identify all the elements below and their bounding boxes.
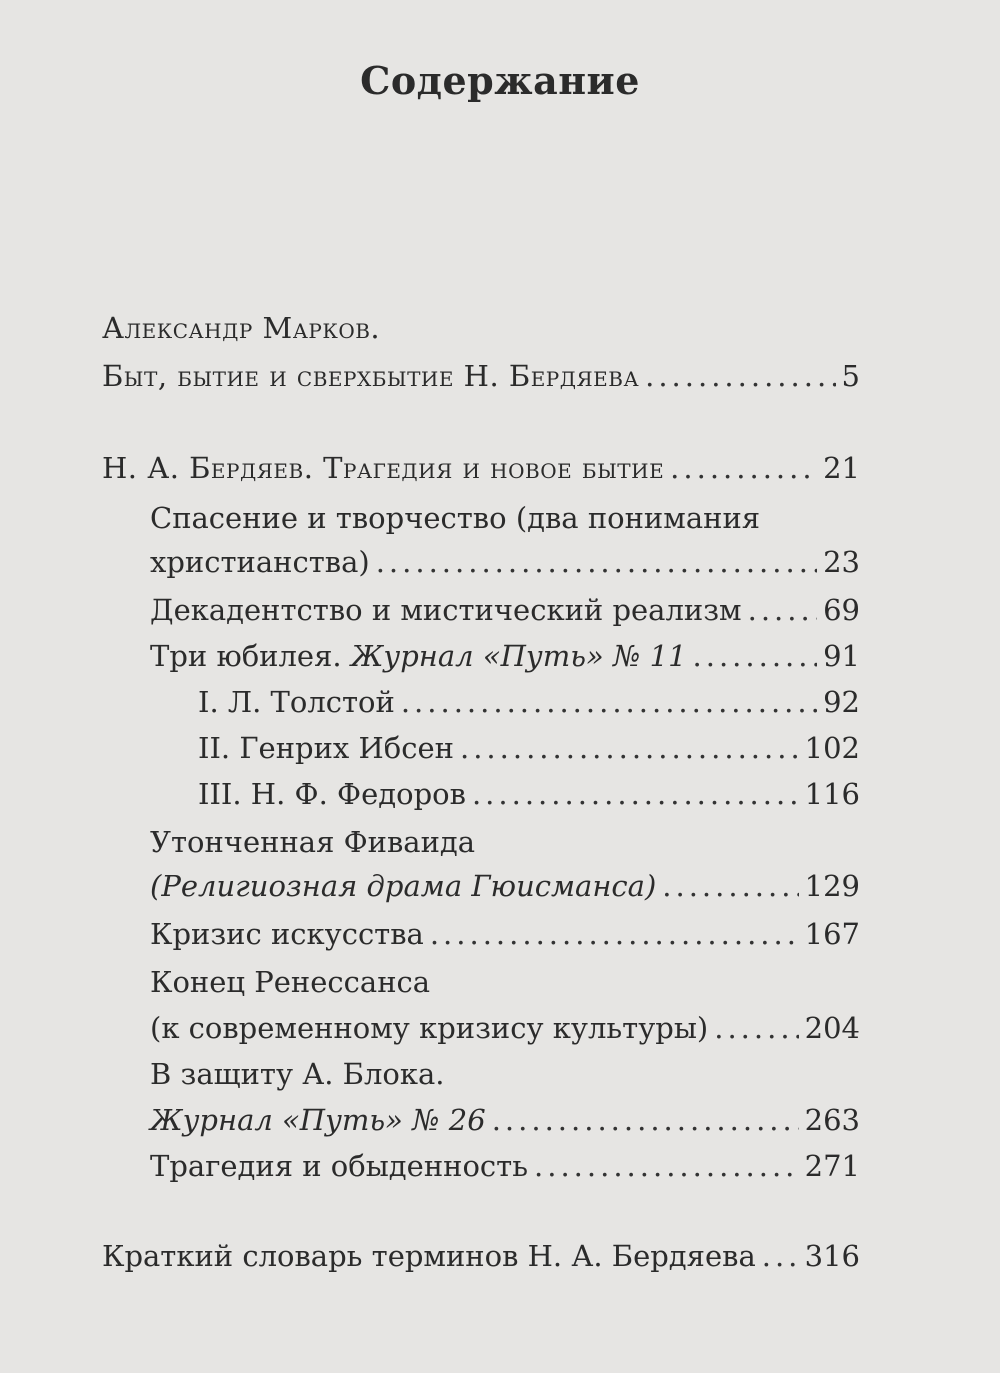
page-number: 23 (823, 545, 860, 579)
entry-salvation-line2: христианства) (150, 545, 370, 579)
leader-dots (693, 634, 818, 678)
page-number: 5 (841, 359, 860, 393)
entry-label: I. Л. Толстой (198, 685, 395, 719)
entry-label: II. Генрих Ибсен (198, 731, 454, 765)
toc-entry-thebaid[interactable] (150, 864, 860, 908)
leader-dots (534, 1144, 799, 1188)
leader-dots (714, 1006, 798, 1050)
toc-entry-ibsen[interactable] (198, 726, 860, 770)
leader-dots (662, 864, 798, 908)
markov-author: Александр Марков. (102, 311, 381, 345)
leader-dots (401, 680, 817, 724)
entry-label: Трагедия и обыденность (150, 1149, 529, 1183)
page-number: 167 (804, 917, 860, 951)
page-number: 116 (804, 777, 860, 811)
leader-dots (670, 446, 817, 490)
leader-dots (460, 726, 799, 770)
page-number: 91 (823, 639, 860, 673)
entry-label: Кризис искусства (150, 917, 424, 951)
entry-label: III. Н. Ф. Федоров (198, 777, 466, 811)
page-title: Содержание (360, 58, 640, 103)
toc-entry-art-crisis[interactable] (150, 912, 860, 956)
leader-dots (430, 912, 799, 956)
leader-dots (748, 588, 817, 632)
toc-entry-tragedy[interactable] (150, 1144, 860, 1188)
entry-salvation-line1[interactable]: Спасение и творчество (два понимания (150, 501, 761, 535)
berdyaev-book: Н. А. Бердяев. Трагедия и новое бытие (102, 451, 665, 485)
entry-renaissance-line2: (к современному кризису культуры) (150, 1011, 709, 1045)
page-number: 316 (804, 1239, 860, 1273)
page-number: 271 (804, 1149, 860, 1183)
page-number: 204 (804, 1011, 860, 1045)
toc-entry-dictionary[interactable] (102, 1234, 860, 1278)
toc-entry-salvation[interactable] (150, 540, 860, 584)
leader-dots (472, 772, 799, 816)
toc-entry-blok[interactable] (150, 1098, 860, 1142)
toc-entry-decadence[interactable] (150, 588, 860, 632)
toc-entry-renaissance[interactable] (150, 1006, 860, 1050)
toc-entry-tolstoy[interactable] (198, 680, 860, 724)
leader-dots (376, 540, 817, 584)
toc-entry-three-jubilees[interactable] (150, 634, 860, 678)
entry-blok-line1[interactable]: В защиту А. Блока. (150, 1057, 445, 1091)
page-number: 69 (823, 593, 860, 627)
leader-dots (762, 1234, 799, 1278)
entry-thebaid-line2: (Религиозная драма Гюисманса) (150, 869, 657, 903)
entry-label: Краткий словарь терминов Н. А. Бердяева (102, 1239, 756, 1273)
toc-entry-berdyaev[interactable] (102, 446, 860, 490)
entry-renaissance-line1[interactable]: Конец Ренессанса (150, 965, 431, 999)
entry-label-plain: Три юбилея. (150, 639, 342, 673)
entry-blok-line2: Журнал «Путь» № 26 (150, 1103, 486, 1137)
page-number: 92 (823, 685, 860, 719)
leader-dots (645, 354, 835, 398)
page-number: 129 (804, 869, 860, 903)
page-number: 21 (823, 451, 860, 485)
entry-thebaid-line1[interactable]: Утонченная Фиваида (150, 825, 476, 859)
entry-label (150, 634, 687, 678)
entry-label: Декадентство и мистический реализм (150, 593, 742, 627)
page-number: 263 (804, 1103, 860, 1137)
page-number: 102 (804, 731, 860, 765)
leader-dots (492, 1098, 799, 1142)
toc-entry-markov[interactable] (102, 354, 860, 398)
toc-entry-fedorov[interactable] (198, 772, 860, 816)
entry-label-italic: Журнал «Путь» № 11 (350, 639, 687, 673)
markov-article: Быт, бытие и сверхбытие Н. Бердяева (102, 359, 640, 393)
